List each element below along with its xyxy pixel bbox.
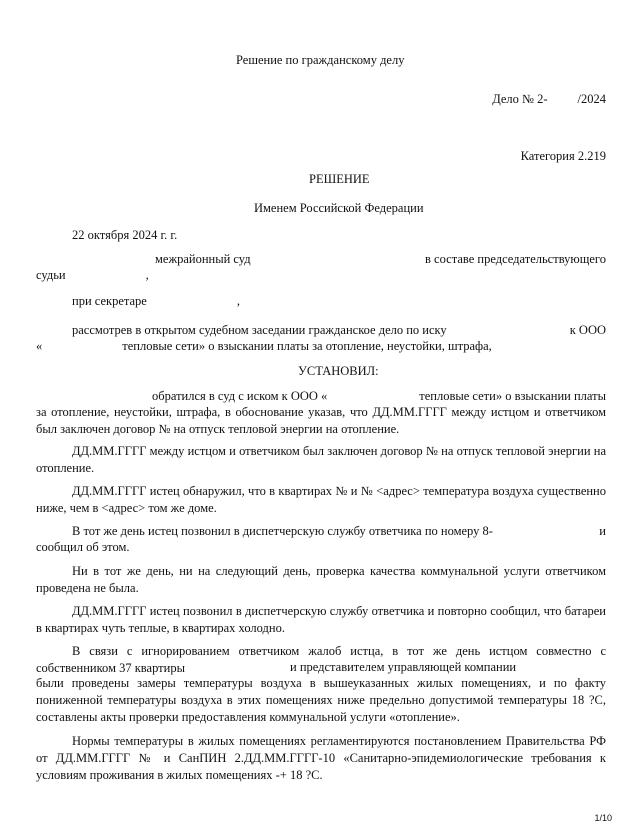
paragraph-7-line-1: В связи с игнорированием ответчиком жалоб истца, в тот же день истцом совместно с собственником 37 квартиры (36, 644, 606, 675)
paragraph-1-rest: за отопление, неустойки, штрафа, в обоснование указав, что ДД.ММ.ГГГГ между истцом и ответчиком был заключен договор № на отпуск тепловой энергии на отопление. (36, 405, 606, 436)
judge-line: судьи , (36, 268, 149, 282)
secretary-line: при секретаре , (72, 294, 240, 308)
case-number-prefix: Дело № 2- (492, 92, 548, 106)
paragraph-3: ДД.ММ.ГГГГ истец обнаружил, что в квартирах № и № <адрес> температура воздуха существенно ниже, чем в <адрес> том же доме. (36, 484, 606, 515)
paragraph-8: Нормы температуры в жилых помещениях регламентируются постановлением Правительства РФ от ДД.ММ.ГГГГ № и СанПИН 2.ДД.ММ.ГГГГ-10 «Санитарно-эпидемиологические требования к условиям проживания в жилых помещениях -+ 18 ?С. (36, 734, 606, 782)
considered-line-1 (72, 322, 606, 338)
paragraph-2: ДД.ММ.ГГГГ между истцом и ответчиком был заключен договор № на отпуск тепловой энергии на отопление. (36, 444, 606, 475)
court-composition: в составе председательствующего (425, 252, 606, 266)
secretary-label: при секретаре (72, 294, 147, 308)
court-line (155, 251, 606, 267)
paragraph-7-rest: были проведены замеры температуры воздуха в вышеуказанных жилых помещениях, и по факту пониженной температуры воздуха в этих помещениях ниже предельно допустимой температуры 18 ?С, составлены акты проверки предоставления коммунальной услуги «отопление». (36, 676, 606, 724)
court-name: межрайонный суд (155, 252, 251, 266)
paragraph-4-line-2: сообщил об этом. (36, 540, 130, 554)
case-number-suffix: /2024 (577, 92, 606, 106)
paragraph-1-line-1: обратился в суд с иском к ООО « тепловые сети» о взыскании платы (152, 389, 606, 403)
case-category: Категория 2.219 (520, 149, 606, 163)
claim-subject: тепловые сети» о взыскании платы за отопление, неустойки, штрафа, (122, 339, 492, 353)
judge-label: судьи (36, 268, 66, 282)
considered-line-2: « тепловые сети» о взыскании платы за отопление, неустойки, штрафа, (36, 339, 492, 353)
established-heading: УСТАНОВИЛ: (298, 364, 379, 378)
case-number (492, 91, 606, 107)
document-heading: Решение по гражданскому делу (236, 53, 405, 67)
paragraph-5: Ни в тот же день, ни на следующий день, проверка качества коммунальной услуги ответчиком проведена не была. (36, 564, 606, 595)
paragraph-6: ДД.ММ.ГГГГ истец позвонил в диспетчерскую службу ответчика и повторно сообщил, что батареи в квартирах чуть теплые, в квартирах холодно. (36, 604, 606, 635)
considered-text: рассмотрев в открытом судебном заседании гражданское дело по иску (72, 323, 447, 337)
paragraph-7-representative: и представителем управляющей компании (290, 660, 517, 674)
paragraph-4-line-1: В тот же день истец позвонил в диспетчерскую службу ответчика по номеру 8- и (72, 524, 606, 538)
decision-subtitle: Именем Российской Федерации (254, 201, 424, 215)
defendant-label: к ООО (569, 323, 606, 337)
page-number: 1/10 (594, 813, 612, 823)
decision-date: 22 октября 2024 г. г. (72, 228, 178, 242)
decision-title: РЕШЕНИЕ (309, 172, 370, 186)
